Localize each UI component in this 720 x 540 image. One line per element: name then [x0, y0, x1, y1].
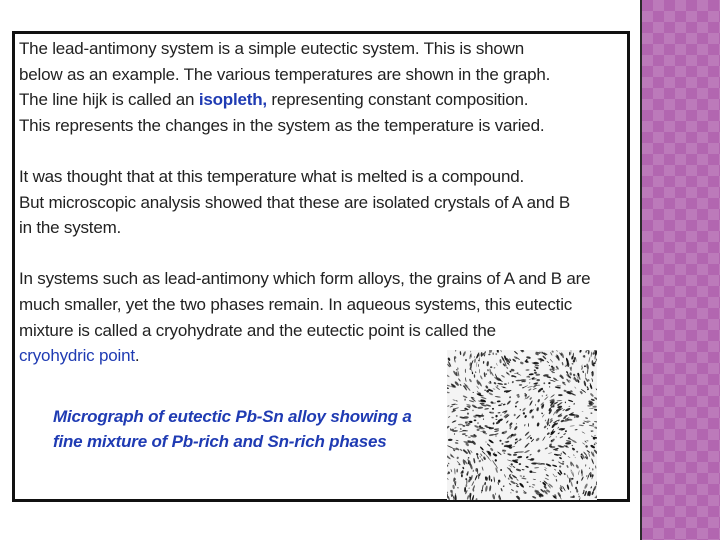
p2-line-3: in the system. — [19, 218, 122, 238]
p3-line-1: In systems such as lead-antimony which form alloys, the grains of A and B are — [19, 269, 591, 289]
caption-line-1: Micrograph of eutectic Pb-Sn alloy showing a — [53, 407, 412, 426]
isopleth-term: isopleth, — [198, 90, 267, 110]
p1-line-3-start: The line hijk is called an — [19, 90, 199, 110]
paragraph-gap — [19, 138, 625, 164]
decorative-side-band — [642, 0, 720, 540]
caption-line-2: fine mixture of Pb-rich and Sn-rich phases — [53, 432, 387, 451]
p1-line-4: This represents the changes in the system as the temperature is varied. — [19, 115, 545, 135]
slide-content-frame — [12, 31, 630, 502]
cryohydric-point-term: cryohydric point — [19, 346, 135, 366]
p3-line-4-end: . — [134, 346, 140, 366]
p2-line-1: It was thought that at this temperature what is melted is a compound. — [19, 166, 524, 186]
p1-line-1: The lead-antimony system is a simple eutectic system. This is shown — [19, 39, 524, 58]
p1-line-3 — [19, 87, 625, 113]
p3-line-3: mixture is called a cryohydrate and the eutectic point is called the — [19, 320, 496, 340]
p3-line-2: much smaller, yet the two phases remain. In aqueous systems, this eutectic — [19, 294, 573, 314]
paragraph-gap — [19, 241, 625, 267]
p1-line-3-end: representing constant composition. — [266, 90, 529, 110]
body-text — [19, 36, 625, 369]
micrograph-caption — [53, 404, 453, 454]
p1-line-2: below as an example. The various temperatures are shown in the graph. — [19, 64, 551, 84]
p2-line-2: But microscopic analysis showed that these are isolated crystals of A and B — [19, 192, 571, 212]
micrograph-image — [447, 350, 597, 500]
